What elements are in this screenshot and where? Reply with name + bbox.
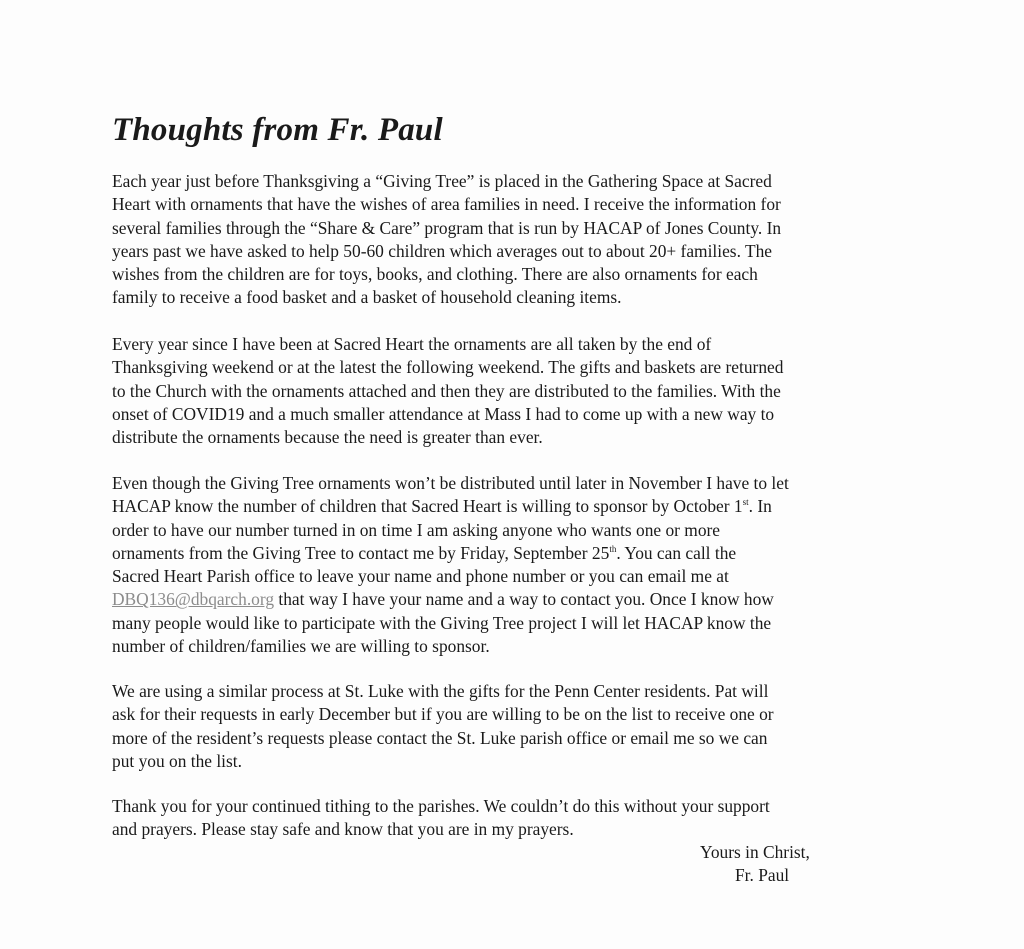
text-line: several families through the “Share & Care” program that is run by HACAP of Jones County. In [112, 217, 782, 238]
text-line: number of children/families we are willing to sponsor. [112, 636, 490, 657]
text-line: distribute the ornaments because the need is greater than ever. [112, 427, 543, 448]
text-line: years past we have asked to help 50-60 children which averages out to about 20+ families. The [112, 240, 772, 261]
text-line [112, 495, 789, 518]
page-title: Thoughts from Fr. Paul [112, 112, 443, 148]
signature-name: Fr. Paul [735, 865, 790, 886]
text-line: Thanksgiving weekend or at the latest the following weekend. The gifts and baskets are returned [112, 357, 784, 378]
text-line: family to receive a food basket and a basket of household cleaning items. [112, 287, 622, 308]
signature-block [700, 841, 810, 888]
closing-salutation: Yours in Christ, [700, 842, 810, 862]
paragraph-thank-you [112, 795, 770, 842]
text-line: Heart with ornaments that have the wishes of area families in need. I receive the information for [112, 194, 781, 215]
email-link[interactable]: DBQ136@dbqarch.org [112, 589, 275, 610]
text-line: to the Church with the ornaments attached and then they are distributed to the families. With the [112, 380, 781, 401]
text-segment: HACAP know the number of children that Sacred Heart is willing to sponsor by October 1 [112, 496, 743, 517]
text-segment: . In [748, 496, 772, 517]
text-line: Each year just before Thanksgiving a “Giving Tree” is placed in the Gathering Space at Sacred [112, 171, 772, 191]
text-line: We are using a similar process at St. Luke with the gifts for the Penn Center residents. Pat will [112, 681, 769, 701]
ordinal-suffix: th [609, 543, 617, 554]
paragraph-giving-tree [112, 170, 781, 310]
text-segment: . You can call the [616, 542, 737, 563]
text-line: Sacred Heart Parish office to leave your name and phone number or you can email me at [112, 566, 729, 587]
text-segment: ornaments from the Giving Tree to contact me by Friday, September 25 [112, 542, 610, 563]
ordinal-suffix: st [742, 497, 749, 508]
paragraph-st-luke [112, 680, 774, 773]
paragraph-sponsor-deadline [112, 472, 789, 658]
text-line: many people would like to participate with the Giving Tree project I will let HACAP know the [112, 612, 772, 633]
text-line: ask for their requests in early December but if you are willing to be on the list to receive one or [112, 704, 774, 725]
text-line: Even though the Giving Tree ornaments won’t be distributed until later in November I have to let [112, 473, 789, 493]
text-line: Thank you for your continued tithing to the parishes. We couldn’t do this without your support [112, 796, 770, 816]
text-line: Every year since I have been at Sacred Heart the ornaments are all taken by the end of [112, 334, 712, 354]
text-line: and prayers. Please stay safe and know that you are in my prayers. [112, 819, 574, 840]
text-line: put you on the list. [112, 750, 242, 771]
text-line [112, 588, 789, 611]
text-line: onset of COVID19 and a much smaller attendance at Mass I had to come up with a new way to [112, 403, 775, 424]
paragraph-every-year [112, 333, 783, 449]
text-segment: that way I have your name and a way to contact you. Once I know how [274, 589, 774, 610]
text-line: wishes from the children are for toys, books, and clothing. There are also ornaments for each [112, 264, 758, 285]
text-line: more of the resident’s requests please contact the St. Luke parish office or email me so we can [112, 727, 768, 748]
text-line: order to have our number turned in on time I am asking anyone who wants one or more [112, 519, 721, 540]
text-line [112, 542, 789, 565]
